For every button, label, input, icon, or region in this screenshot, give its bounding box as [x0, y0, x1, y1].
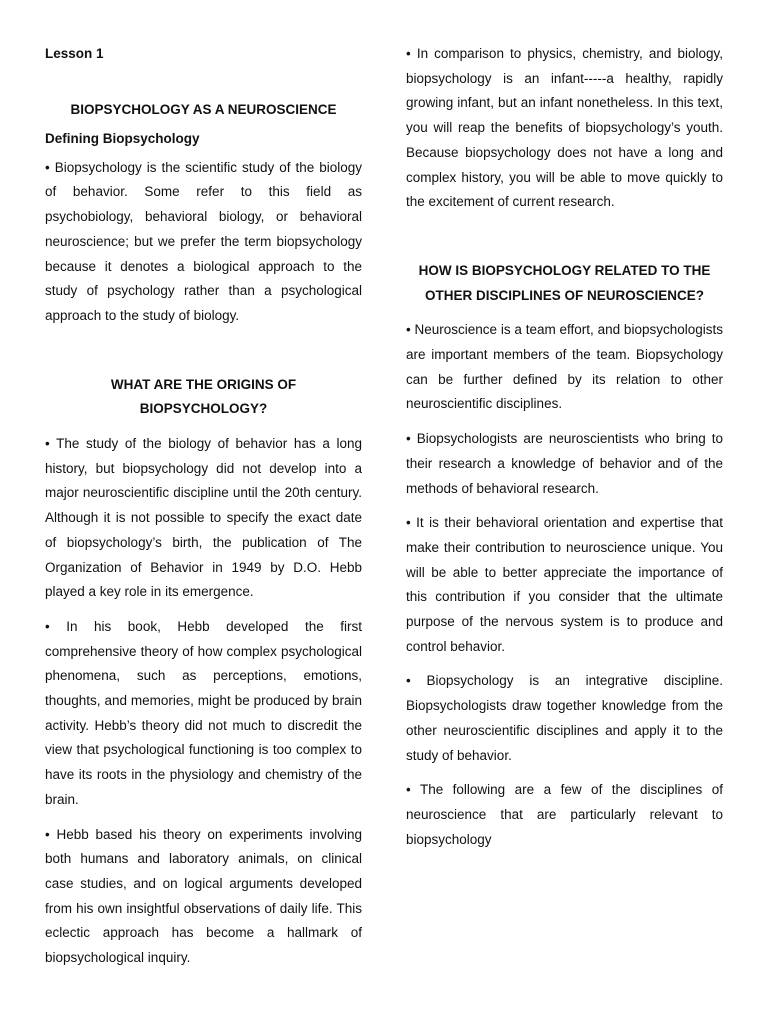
origins-heading-line2: BIOPSYCHOLOGY?	[139, 401, 268, 417]
paragraph-definition: • Biopsychology is the scientific study of the biology of behavior. Some refer to this field as psychobiology, behavioral biology, or behavioral neuroscience; but we prefer the term biopsychology because it denotes a biological approach to the study of psychology rather than a psychological approach to the study of biology.	[45, 159, 362, 323]
paragraph-team-effort: • Neuroscience is a team effort, and biopsychologists are important members of the team. Biopsychology can be further defined by its relation to other neuroscientific disciplines.	[406, 322, 723, 412]
right-column	[406, 42, 723, 862]
related-heading-line2: OTHER DISCIPLINES OF NEUROSCIENCE?	[424, 287, 705, 303]
paragraph-hebb-book: • In his book, Hebb developed the first comprehensive theory of how complex psychological phenomena, such as perceptions, emotions, thoughts, and memories, might be produced by brain activity. Hebb’s theory did not much to discredit the view that psychological functioning is too complex to have its roots in the physiology and chemistry of the brain.	[45, 618, 362, 807]
origins-heading	[45, 373, 362, 422]
paragraph-neuroscientists: • Biopsychologists are neuroscientists who bring to their research a knowledge of behavior and of the methods of behavioral research.	[406, 431, 723, 496]
paragraph-infant: • In comparison to physics, chemistry, and biology, biopsychology is an infant-----a healthy, rapidly growing infant, but an infant nonetheless. In this text, you will reap the benefits of biopsychology’s youth. Because biopsychology does not have a long and complex history, you will be able to move quickly to the excitement of current research.	[406, 46, 723, 210]
origins-heading-line1: WHAT ARE THE ORIGINS OF	[110, 376, 297, 392]
related-heading	[406, 259, 723, 308]
main-title: BIOPSYCHOLOGY AS A NEUROSCIENCE	[70, 102, 337, 117]
paragraph-history: • The study of the biology of behavior has a long history, but biopsychology did not develop into a major neuroscientific discipline until the 20th century. Although it is not possible to specify the exact date of biopsychology’s birth, the publication of The Organization of Behavior in 1949 by D.O. Hebb played a key role in its emergence.	[45, 436, 362, 600]
paragraph-orientation: • It is their behavioral orientation and expertise that make their contribution to neuroscience unique. You will be able to better appreciate the importance of this contribution if you consider that the ultimate purpose of the nervous system is to produce and control behavior.	[406, 515, 723, 654]
related-heading-line1: HOW IS BIOPSYCHOLOGY RELATED TO THE	[418, 262, 711, 278]
lesson-label: Lesson 1	[45, 46, 104, 61]
paragraph-hebb-theory: • Hebb based his theory on experiments involving both humans and laboratory animals, on clinical case studies, and on logical arguments developed from his own insightful observations of daily life. This eclectic approach has become a hallmark of biopsychological inquiry.	[45, 826, 362, 966]
paragraph-disciplines: • The following are a few of the disciplines of neuroscience that are particularly relevant to biopsychology	[406, 782, 723, 847]
section-subtitle: Defining Biopsychology	[45, 130, 200, 146]
left-column	[45, 42, 362, 981]
paragraph-integrative: • Biopsychology is an integrative discipline. Biopsychologists draw together knowledge from the other neuroscientific disciplines and apply it to the study of behavior.	[406, 673, 723, 763]
